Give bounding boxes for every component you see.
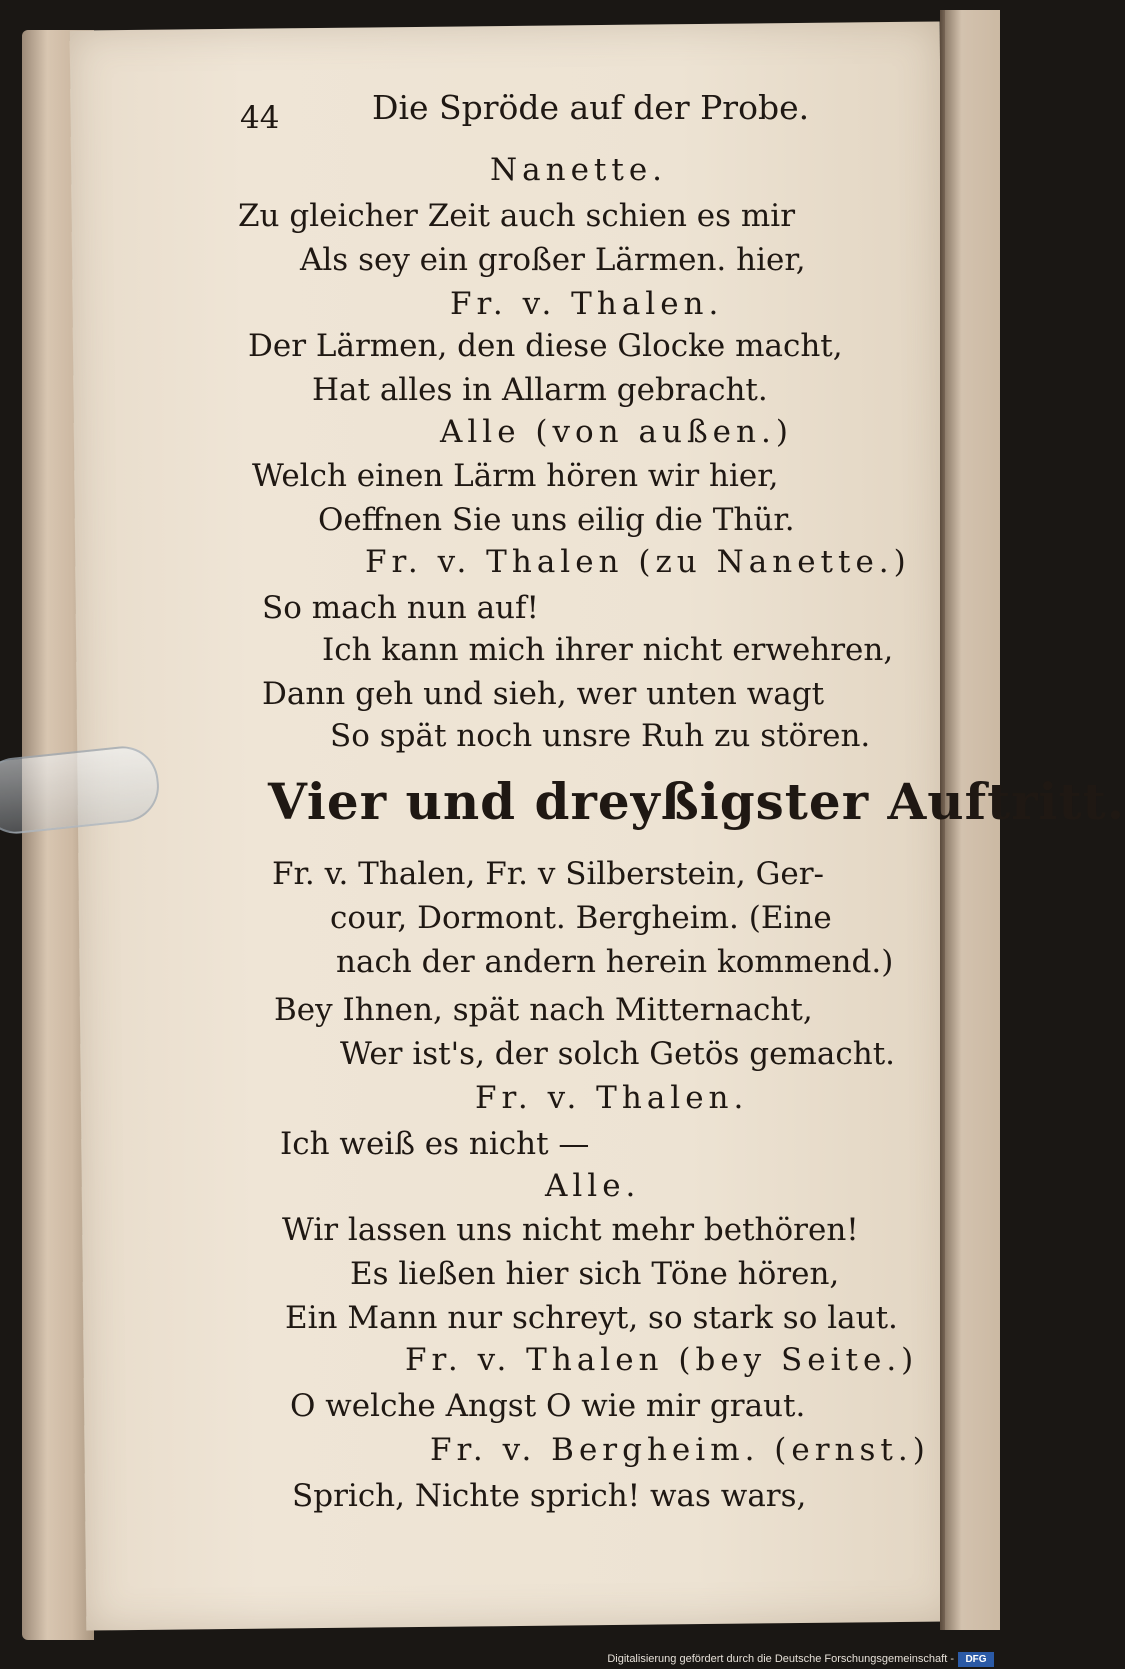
verse-line: So spät noch unsre Ruh zu stören. bbox=[330, 718, 871, 754]
verse-line: Hat alles in Allarm gebracht. bbox=[312, 372, 768, 408]
cast-line: nach der andern herein kommend.) bbox=[336, 944, 894, 980]
speaker-line: Fr. v. Thalen. bbox=[475, 1080, 749, 1116]
cast-line: cour, Dormont. Bergheim. (Eine bbox=[330, 900, 832, 936]
verse-line: Als sey ein großer Lärmen. hier, bbox=[300, 242, 806, 278]
speaker-line: Nanette. bbox=[490, 152, 668, 188]
speaker-line: Alle (von außen.) bbox=[440, 414, 793, 450]
verse-line: Welch einen Lärm hören wir hier, bbox=[252, 458, 779, 494]
verse-line: O welche Angst O wie mir graut. bbox=[290, 1388, 806, 1424]
cast-line: Fr. v. Thalen, Fr. v Silberstein, Ger- bbox=[272, 856, 825, 892]
verse-line: Bey Ihnen, spät nach Mitternacht, bbox=[274, 992, 813, 1028]
page-number: 44 bbox=[240, 100, 280, 136]
verse-line: Wer ist's, der solch Getös gemacht. bbox=[340, 1036, 896, 1072]
verse-line: Dann geh und sieh, wer unten wagt bbox=[262, 676, 825, 712]
verse-line: Ich kann mich ihrer nicht erwehren, bbox=[322, 632, 894, 668]
verse-line: Ich weiß es nicht — bbox=[280, 1126, 590, 1162]
running-head: Die Spröde auf der Probe. bbox=[372, 88, 810, 127]
verse-line: Es ließen hier sich Töne hören, bbox=[350, 1256, 840, 1292]
scene-heading: Vier und dreyßigster Auftritt. bbox=[268, 772, 1125, 831]
digitization-footer bbox=[0, 1649, 1000, 1669]
verse-line: Wir lassen uns nicht mehr bethören! bbox=[282, 1212, 859, 1248]
footer-credit: Digitalisierung gefördert durch die Deutsche Forschungsgemeinschaft - bbox=[607, 1653, 954, 1665]
speaker-line: Alle. bbox=[545, 1168, 641, 1204]
speaker-line: Fr. v. Thalen (bey Seite.) bbox=[405, 1342, 919, 1378]
verse-line: Ein Mann nur schreyt, so stark so laut. bbox=[285, 1300, 898, 1336]
speaker-line: Fr. v. Thalen. bbox=[450, 286, 724, 322]
verse-line: Der Lärmen, den diese Glocke macht, bbox=[248, 328, 843, 364]
verse-line: Sprich, Nichte sprich! was wars, bbox=[292, 1478, 807, 1514]
verse-line: So mach nun auf! bbox=[262, 590, 539, 626]
verse-line: Oeffnen Sie uns eilig die Thür. bbox=[318, 502, 795, 538]
verse-line: Zu gleicher Zeit auch schien es mir bbox=[238, 198, 796, 234]
speaker-line: Fr. v. Thalen (zu Nanette.) bbox=[365, 544, 911, 580]
dfg-logo: DFG bbox=[958, 1652, 994, 1667]
speaker-line: Fr. v. Bergheim. (ernst.) bbox=[430, 1432, 930, 1468]
